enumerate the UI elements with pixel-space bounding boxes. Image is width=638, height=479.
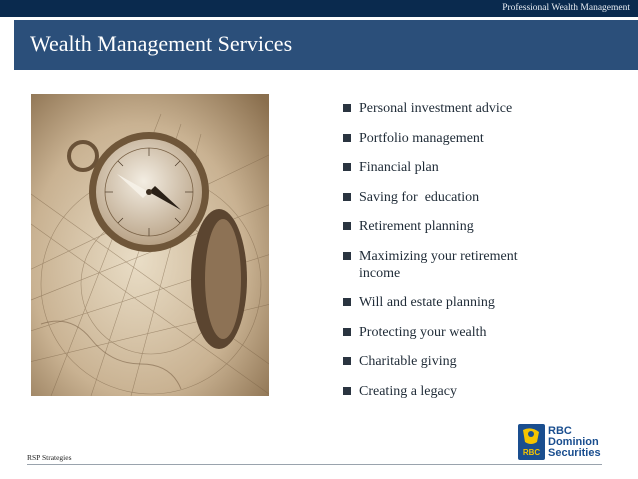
square-bullet-icon [343,222,351,230]
rbc-lion-icon [518,424,545,460]
title-band [14,20,638,70]
list-item [340,218,600,235]
square-bullet-icon [343,193,351,201]
square-bullet-icon [343,104,351,112]
slide-title: Wealth Management Services [30,31,293,56]
service-label: Retirement planning [359,219,474,234]
square-bullet-icon [343,298,351,306]
list-item [340,324,600,341]
header-tagline: Professional Wealth Management [502,3,630,13]
logo-mark-text: RBC [522,448,541,457]
square-bullet-icon [343,357,351,365]
services-list [340,100,600,412]
square-bullet-icon [343,328,351,336]
list-item [340,294,600,311]
square-bullet-icon [343,252,351,260]
top-bar [0,0,638,17]
square-bullet-icon [343,387,351,395]
list-item [340,248,559,282]
list-item [340,383,600,400]
list-item [340,353,600,370]
service-label: Financial plan [359,160,439,175]
logo-line-1: RBC [548,425,572,437]
list-item [340,130,600,147]
compass-photo [31,94,269,396]
footer-label: RSP Strategies [27,453,72,462]
logo-line-3: Securities [548,447,601,459]
service-label: Maximizing your retirement income [359,248,518,281]
list-item [340,100,600,117]
rbc-logo [518,424,608,462]
service-label: Creating a legacy [359,383,457,399]
footer-divider [27,464,602,465]
service-label: Saving for education [359,189,480,205]
service-label: Charitable giving [359,354,457,369]
service-label: Protecting your wealth [359,324,487,340]
square-bullet-icon [343,163,351,171]
list-item [340,189,600,206]
service-label: Will and estate planning [359,295,495,310]
logo-line-2: Dominion [548,436,599,448]
service-label: Portfolio management [359,130,484,146]
square-bullet-icon [343,134,351,142]
list-item [340,159,600,176]
service-label: Personal investment advice [359,101,513,116]
